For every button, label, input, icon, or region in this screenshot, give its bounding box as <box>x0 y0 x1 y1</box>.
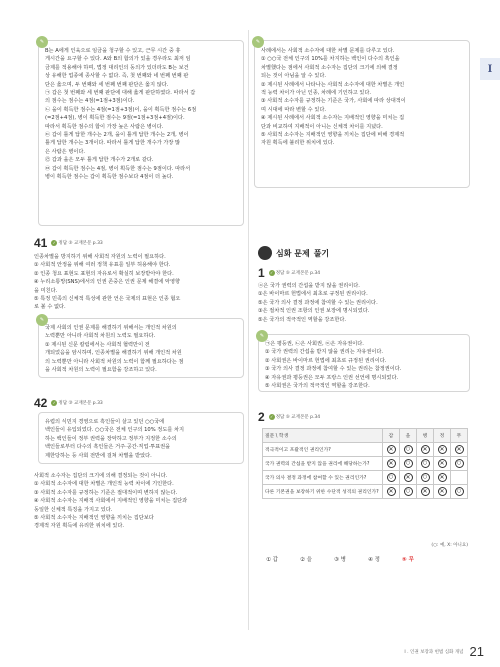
text-line: 을 사회적 차원의 노력이 필요함을 강조하고 있다. <box>45 367 157 374</box>
table-legend: (○: 예, X: 아니요) <box>431 543 468 548</box>
text-line: 사회적 소수자는 집단의 크기에 의해 결정되는 것이 아니다. <box>34 473 168 479</box>
table-mark-cell <box>383 443 400 457</box>
text-line: 은 사람은 병이다. <box>45 148 86 155</box>
table-mark-cell <box>400 457 417 471</box>
text-line: ① 사회적 소수자에 대한 차별은 개인적 능력 차이에 기인한다. <box>34 481 174 488</box>
table-mark-cell <box>434 443 451 457</box>
text-line: 적 능력 차이가 아닌 인종, 차례에 기인하고 있다. <box>261 90 372 97</box>
text-line: ①은 바이마르 헌법에서 최초로 규정된 권리이다. <box>258 291 368 298</box>
question-42-header <box>34 396 103 410</box>
x-mark-icon: ✕ <box>456 446 462 453</box>
text-line: 의 노력뿐만 아니라 사회적 차원의 노력이 함께 필요하다는 점 <box>45 358 184 365</box>
text-line: 유럽의 식민지 경영으로 흑인들이 살고 있던 ○○국에 <box>45 419 165 425</box>
question-1-header <box>258 266 320 280</box>
text-line: 되는 것이 아님을 알 수 있다. <box>261 73 327 80</box>
column-divider <box>248 30 249 630</box>
text-line: 틀게 답한 개수는 3개이다. 따라서 틀게 답한 개수가 가장 많 <box>45 140 181 147</box>
text-line: 사례에서는 사회적 소수자에 대한 차별 문제를 다루고 있다. <box>261 48 395 54</box>
question-2-table <box>262 428 468 499</box>
text-line: ③ 사회적 소수자를 규정하는 기준은 절대적이며 변하지 않는다. <box>34 489 178 496</box>
answer-tag: ✓ 정답 ⑤ 교재본문 p.34 <box>270 270 321 276</box>
text-line: ④ 사회적 소수자는 지배적 사회에서 지배적인 영향을 미치는 집단과 <box>34 498 188 505</box>
text-line: 인종차별을 방지하기 위해 사회적 자원의 노력이 필요하다. <box>34 254 166 260</box>
table-question-cell: 국가 의사 결정 과정에 참여할 수 있는 권리인가? <box>263 471 383 485</box>
table-header-student: 을 <box>400 429 417 443</box>
circle-mark-icon: ○ <box>387 473 396 482</box>
text-line: ⑤ 사회적 소수자는 지배적인 영향을 끼치는 집단에 비해 경제적 <box>261 132 405 139</box>
answer-tag: ✓ 정답 ⑤ 교재본문 p.34 <box>270 414 321 420</box>
text-line: ③은 절차적 인권 조항의 인권 보장에 명시되었다. <box>258 308 370 315</box>
x-mark-icon: ✕ <box>405 474 411 481</box>
table-mark-cell <box>451 471 468 485</box>
text-line: ④ 자유권과 평등권은 모두 프랑스 인권 선언에 명시되었다. <box>265 374 399 381</box>
circle-mark-icon: ○ <box>404 459 413 468</box>
text-line: 경제적 자원 획득에 유리한 위치에 있다. <box>34 523 125 530</box>
text-line: ① 제시된 신문 칼럼에서는 사회적 협력만이 전 <box>45 341 150 348</box>
text-line: 하는 백인들이 정부 권력을 장악하고 정부가 지정한 소수의 <box>45 435 177 442</box>
text-line: ① 사회적 안정을 위해 여러 정책 유표를 일부 허용해야 한다. <box>34 262 171 269</box>
circle-mark-icon: ○ <box>421 459 430 468</box>
text-line: 개되었음을 암시하며, 인종차별을 해결하기 위해 개인적 차원 <box>45 350 182 357</box>
text-line: 노력뿐만 아니라 사회적 차원의 노력도 필요하다. <box>45 333 156 340</box>
text-line: ㉣ 갑과 을은 모두 틀게 답한 개수가 2개로 같다. <box>45 157 154 164</box>
table-mark-cell <box>451 457 468 471</box>
question-1-body <box>258 282 468 324</box>
text-line: (=2점+4점), 병이 획득한 점수는 9점(=1점+3점+4점)이다. <box>45 115 185 122</box>
text-line: ㉠ 갑은 첫 번째와 세 번째 판단에 대해 옳게 판단하였다. 따라서 갑 <box>45 90 196 97</box>
table-row <box>263 471 468 485</box>
text-line: ㉠은 평등권, ㉡은 사회권, ㉢은 자유권이다. <box>265 341 364 347</box>
table-mark-cell <box>451 485 468 499</box>
question-2-header <box>258 410 320 424</box>
text-line: ⑤ 특정 민족의 신체적 특성에 관한 언은 국제의 표현은 인종 혐오 <box>34 296 181 303</box>
section-icon <box>258 246 272 260</box>
circle-mark-icon: ○ <box>455 459 464 468</box>
table-row <box>263 485 468 499</box>
table-mark-cell <box>451 443 468 457</box>
text-line: 며 시대에 따라 변할 수 있다. <box>261 106 327 113</box>
x-mark-icon: ✕ <box>422 446 428 453</box>
x-mark-icon: ✕ <box>439 474 445 481</box>
pencil-icon: ✎ <box>256 330 268 342</box>
text-line: 의 점수는 점수는 4점(=1점+3점)이다. <box>45 98 135 105</box>
circle-mark-icon: ○ <box>455 487 464 496</box>
table-mark-cell <box>417 485 434 499</box>
explanation-box-top-left <box>38 40 244 226</box>
x-mark-icon: ✕ <box>439 488 445 495</box>
table-header-student: 무 <box>451 429 468 443</box>
question-number: 41 <box>34 236 48 250</box>
table-header-student: 병 <box>417 429 434 443</box>
question-1-explanation <box>258 334 470 392</box>
text-line: ㉡ 을이 획득한 점수는 4점(=1점+3점)이, 을이 획득한 점수는 6점 <box>45 106 197 113</box>
table-question-cell: 적극적이고 포괄적인 권리인가? <box>263 443 383 457</box>
x-mark-icon: ✕ <box>439 460 445 467</box>
text-line: 병이 획득한 점수는 갑이 획득한 점수보다 4점이 더 높다. <box>45 174 174 181</box>
text-line: ② 제시된 사례에서 나타나는 사회적 소수자에 대한 차별은 개인 <box>261 81 405 88</box>
question-number: 42 <box>34 396 48 410</box>
text-line: 국제 사회의 인권 문제를 해결하기 위해서는 개인적 차원의 <box>45 325 177 331</box>
text-line: ① ○○국 전체 인구의 10%를 차지하는 백인이 다수의 흑인을 <box>261 56 400 63</box>
text-line: 제한당하는 등 사회 전반에 걸쳐 차별을 받았다. <box>45 452 152 459</box>
x-mark-icon: ✕ <box>422 488 428 495</box>
x-mark-icon: ✕ <box>388 488 394 495</box>
question-42-passage <box>38 412 244 464</box>
pencil-icon: ✎ <box>36 36 48 48</box>
table-mark-cell <box>400 443 417 457</box>
text-line: 백인들이 유입되었다. ○○국은 전체 인구의 10% 정도를 차지 <box>45 427 185 434</box>
table-header-question: 질문 \ 학생 <box>263 429 383 443</box>
question-41-explanation <box>38 318 244 378</box>
question-2-choices <box>266 555 414 563</box>
text-line: 백인들로부터 다수의 흑인들은 거주·공간·직업·투표권을 <box>45 444 171 451</box>
text-line: 금제를 적용해야 하며, 법정 대리인의 동의가 있더라도 B는 보건 <box>45 64 189 71</box>
x-mark-icon: ✕ <box>388 460 394 467</box>
explanation-text <box>45 47 237 182</box>
text-line: 동일한 신체적 특징을 가지고 있다. <box>34 506 113 513</box>
table-mark-cell <box>383 485 400 499</box>
answer-choice[interactable]: ③ 병 <box>334 557 346 563</box>
table-mark-cell <box>417 471 434 485</box>
text-line: ④ 누리소통망(SNS)에서의 인권 존중은 인권 문제 해결에 악영향 <box>34 279 180 286</box>
text-line: ③ 사회적 소수자를 규정하는 기준은 국가, 사회에 따라 상대적이 <box>261 98 406 105</box>
text-line: B는 A에게 인육으로 임금을 청구할 수 있고, 근무 시간 중 휴 <box>45 48 181 54</box>
text-line: ⑤ 사회권은 국가의 적극적인 역할을 강조한다. <box>265 383 370 390</box>
explanation-text <box>261 47 463 148</box>
table-question-cell: 국가 권력의 간섭을 받지 않을 권리에 해당하는가? <box>263 457 383 471</box>
table-question-cell: 다른 기본권을 보장하기 위한 수단적 성격의 권리인가? <box>263 485 383 499</box>
circle-mark-icon: ○ <box>404 487 413 496</box>
question-41-body <box>34 253 244 312</box>
circle-mark-icon: ○ <box>404 445 413 454</box>
table-mark-cell <box>434 485 451 499</box>
x-mark-icon: ✕ <box>388 446 394 453</box>
answer-choice[interactable]: ④ 정 <box>368 557 380 563</box>
text-line: ② 인종 청요 표현도 표현의 자유로서 확실히 보장받아야 한다. <box>34 270 174 277</box>
table-row <box>263 443 468 457</box>
question-41-header <box>34 236 103 250</box>
table-mark-cell <box>383 457 400 471</box>
text-line: ⓐ은 국가 권력의 간섭을 받지 않을 권리이다. <box>258 283 360 289</box>
answer-choice[interactable]: ⑤ 무 <box>402 557 414 563</box>
table-header-student: 정 <box>434 429 451 443</box>
text-line: ⑤ 사회적 소수자는 지배적인 영향을 끼치는 집단보다 <box>34 515 154 522</box>
text-line: 로 볼 수 없다. <box>34 304 66 311</box>
circle-mark-icon: ○ <box>421 473 430 482</box>
text-line: ④ 제시된 사례에서 사회적 소수자는 지배적인 영향을 미치는 집 <box>261 115 405 122</box>
text-line: 단과 비교하여 지배적이 아니는 신체적 차이를 지녔다. <box>261 123 383 130</box>
explanation-box-top-right <box>254 40 470 188</box>
answer-choice[interactable]: ① 갑 <box>266 557 278 563</box>
text-line: 차별했다는 점에서 사회적 소수자는 집단의 크기에 의해 결정 <box>261 64 398 71</box>
answer-choice[interactable]: ② 을 <box>300 557 312 563</box>
table-mark-cell <box>417 457 434 471</box>
question-number: 2 <box>258 410 265 424</box>
text-line: ⑤은 국가의 적극적인 역할을 강조한다. <box>258 316 347 323</box>
table-header-student: 갑 <box>383 429 400 443</box>
text-line: ㉢ 갑이 틀게 답한 개수는 2개, 을이 틀게 답한 개수는 2개, 병이 <box>45 132 189 139</box>
text-line: ① 국가 권력의 간섭을 받지 않을 권리는 자유권이다. <box>265 349 384 356</box>
chapter-tab: I <box>480 58 500 80</box>
footer-text: I . 인권 보장과 헌법 심화 개념 <box>404 649 464 655</box>
text-line: 상 유해한 업종에 종사할 수 없다. 즉, 첫 번째와 네 번째 번째 판 <box>45 73 189 80</box>
x-mark-icon: ✕ <box>439 446 445 453</box>
text-line: 을 미친다. <box>34 287 58 294</box>
pencil-icon: ✎ <box>252 36 264 48</box>
pencil-icon: ✎ <box>36 314 48 326</box>
table-mark-cell <box>400 485 417 499</box>
text-line: 따라서 획득한 점수의 합이 가장 높은 사람은 병이다. <box>45 123 164 130</box>
text-line: ② 사회권은 바이마르 헌법에 최초로 규정된 권리이다. <box>265 357 387 364</box>
table-mark-cell <box>434 471 451 485</box>
question-42-body <box>34 472 244 531</box>
text-line: 단은 옳으며, 두 번째와 세 번째 번째 판단은 옳지 않다. <box>45 81 169 88</box>
text-line: ③ 국가 의사 결정 과정에 참여할 수 있는 권리는 참정권이다. <box>265 366 402 373</box>
section-title: 심화 문제 풀기 <box>258 246 329 260</box>
text-line: ㉤ 갑이 획득한 점수는 4점, 병이 획득한 점수는 9점이다. 따라서 <box>45 165 191 172</box>
answer-tag: ✓ 정답 ⑤ 교재본문 p.33 <box>52 240 103 246</box>
table-row <box>263 457 468 471</box>
table-mark-cell <box>417 443 434 457</box>
page-number: 21 <box>469 644 484 659</box>
table-mark-cell <box>434 457 451 471</box>
page-footer <box>404 644 484 659</box>
table-mark-cell <box>383 471 400 485</box>
text-line: 게시간을 요구할 수 있다. A와 B의 합의가 있을 경우라도 최저 임 <box>45 56 191 63</box>
text-line: ⑤은 국가 의사 결정 과정에 참여할 수 있는 권리이다. <box>258 299 378 306</box>
question-number: 1 <box>258 266 265 280</box>
text-line: 자원 획득에 불리한 위치에 있다. <box>261 140 335 147</box>
answer-tag: ✓ 정답 ③ 교재본문 p.33 <box>52 400 103 406</box>
table-mark-cell <box>400 471 417 485</box>
